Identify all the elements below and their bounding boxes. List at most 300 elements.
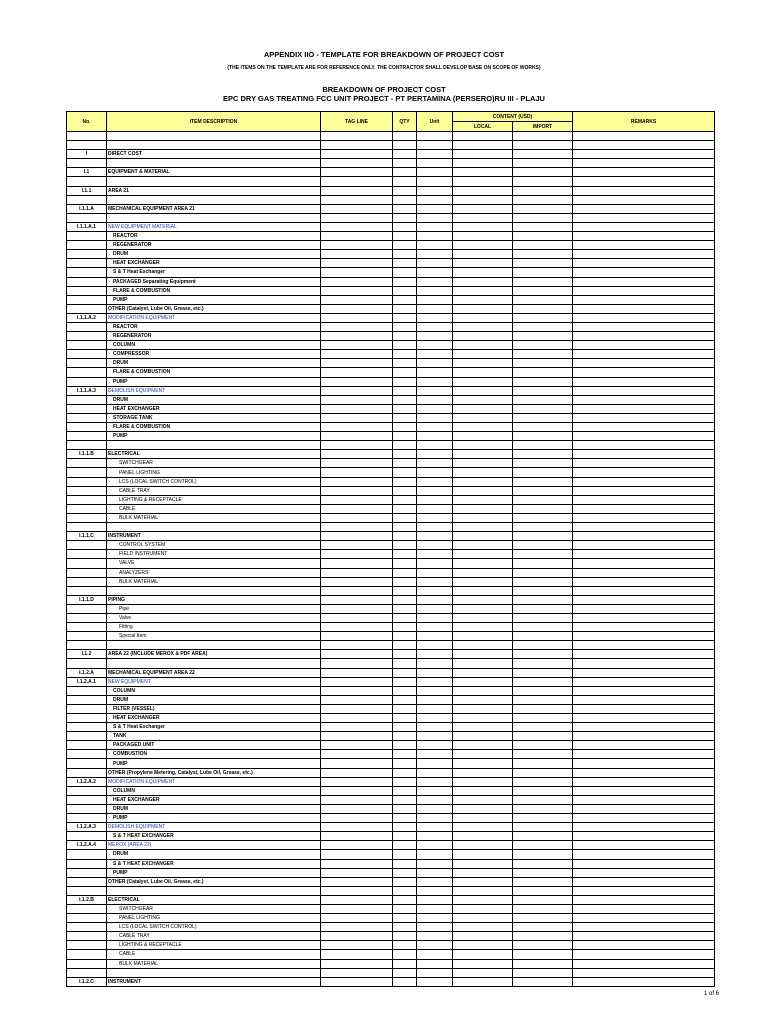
local-cell [453,968,513,977]
item-number-cell [67,795,107,804]
qty-cell [393,395,417,404]
item-number-cell [67,814,107,823]
remarks-cell [573,632,715,641]
item-number-cell [67,286,107,295]
table-row [67,213,715,222]
local-cell [453,759,513,768]
tag-line-cell [321,332,393,341]
item-description-cell: FIELD INSTRUMENT [107,550,321,559]
unit-cell [417,704,453,713]
item-description-cell: LIGHTING & RECEPTACLE [107,495,321,504]
qty-cell [393,459,417,468]
local-cell [453,141,513,150]
local-cell [453,504,513,513]
item-number-cell: I.1 [67,168,107,177]
table-row [67,795,715,804]
table-row [67,786,715,795]
remarks-cell [573,814,715,823]
table-row [67,159,715,168]
item-description-cell [107,523,321,532]
local-cell [453,695,513,704]
qty-cell [393,441,417,450]
table-header-row [67,112,715,122]
remarks-cell [573,641,715,650]
remarks-cell [573,268,715,277]
qty-cell [393,759,417,768]
remarks-cell [573,386,715,395]
tag-line-cell [321,423,393,432]
qty-cell [393,623,417,632]
unit-cell [417,432,453,441]
qty-cell [393,213,417,222]
item-description-cell: INSTRUMENT [107,977,321,986]
import-cell [513,823,573,832]
tag-line-cell [321,859,393,868]
remarks-cell [573,850,715,859]
local-cell [453,923,513,932]
item-description-cell: PUMP [107,868,321,877]
item-number-cell: I.1.2.A.3 [67,823,107,832]
unit-cell [417,450,453,459]
item-number-cell [67,923,107,932]
import-cell [513,659,573,668]
unit-cell [417,441,453,450]
tag-line-cell [321,259,393,268]
qty-cell [393,641,417,650]
local-cell [453,704,513,713]
table-row [67,723,715,732]
tag-line-cell [321,404,393,413]
item-number-cell [67,477,107,486]
item-number-cell [67,686,107,695]
qty-cell [393,186,417,195]
item-description-cell: CABLE TRAY [107,932,321,941]
remarks-cell [573,304,715,313]
import-cell [513,595,573,604]
item-number-cell [67,250,107,259]
item-description-cell [107,132,321,141]
item-number-cell [67,468,107,477]
remarks-cell [573,741,715,750]
unit-cell [417,914,453,923]
table-row [67,168,715,177]
local-cell [453,213,513,222]
item-description-cell: AREA 22 (INCLUDE MEROX & PDF AREA) [107,650,321,659]
local-cell [453,250,513,259]
remarks-cell [573,932,715,941]
item-description-cell: DIRECT COST [107,150,321,159]
table-row [67,659,715,668]
table-row [67,386,715,395]
tag-line-cell [321,159,393,168]
qty-cell [393,159,417,168]
table-row [67,650,715,659]
table-row [67,777,715,786]
table-row [67,750,715,759]
remarks-cell [573,286,715,295]
unit-cell [417,677,453,686]
qty-cell [393,568,417,577]
table-row [67,486,715,495]
table-row [67,923,715,932]
item-description-cell: HEAT EXCHANGER [107,404,321,413]
local-cell [453,941,513,950]
item-number-cell [67,350,107,359]
qty-cell [393,577,417,586]
import-cell [513,895,573,904]
table-row [67,668,715,677]
tag-line-cell [321,459,393,468]
item-number-cell: I.1.2.A [67,668,107,677]
local-cell [453,595,513,604]
local-cell [453,450,513,459]
tag-line-cell [321,504,393,513]
qty-cell [393,404,417,413]
remarks-cell [573,804,715,813]
tag-line-cell [321,759,393,768]
import-cell [513,604,573,613]
tag-line-cell [321,886,393,895]
unit-cell [417,686,453,695]
import-cell [513,322,573,331]
table-row [67,850,715,859]
tag-line-cell [321,568,393,577]
item-number-cell [67,177,107,186]
local-cell [453,550,513,559]
local-cell [453,741,513,750]
item-number-cell: I.1.1.A.1 [67,222,107,231]
remarks-cell [573,877,715,886]
remarks-cell [573,677,715,686]
unit-cell [417,841,453,850]
item-description-cell: FLARE & COMBUSTION [107,423,321,432]
unit-cell [417,777,453,786]
local-cell [453,604,513,613]
template-note: (THE ITEMS ON THE TEMPLATE ARE FOR REFERENCE ONLY. THE CONTRACTOR SHALL DEVELOP BASE ON SCOPE OF WORKS) [227,65,541,71]
tag-line-cell [321,768,393,777]
tag-line-cell [321,741,393,750]
unit-cell [417,195,453,204]
remarks-cell [573,232,715,241]
tag-line-cell [321,841,393,850]
table-row [67,232,715,241]
local-cell [453,632,513,641]
item-description-cell: HEAT EXCHANGER [107,714,321,723]
item-number-cell [67,277,107,286]
item-description-cell: FLARE & COMBUSTION [107,286,321,295]
qty-cell [393,132,417,141]
local-cell [453,577,513,586]
qty-cell [393,477,417,486]
remarks-cell [573,313,715,322]
item-description-cell: DEMOLISH EQUIPMENT [107,823,321,832]
local-cell [453,313,513,322]
table-row [67,768,715,777]
qty-cell [393,195,417,204]
qty-cell [393,895,417,904]
item-description-cell: BULK MATERIAL [107,577,321,586]
qty-cell [393,259,417,268]
table-row [67,732,715,741]
item-description-cell: STORAGE TANK [107,413,321,422]
item-description-cell: COLUMN [107,686,321,695]
local-cell [453,895,513,904]
remarks-cell [573,968,715,977]
qty-cell [393,413,417,422]
item-number-cell: I.1.1.A [67,204,107,213]
table-row [67,286,715,295]
remarks-cell [573,941,715,950]
item-description-cell: AREA 21 [107,186,321,195]
remarks-cell [573,550,715,559]
local-cell [453,814,513,823]
remarks-cell [573,168,715,177]
remarks-cell [573,914,715,923]
tag-line-cell [321,550,393,559]
qty-cell [393,704,417,713]
local-cell [453,268,513,277]
remarks-cell [573,413,715,422]
tag-line-cell [321,959,393,968]
remarks-cell [573,923,715,932]
local-cell [453,568,513,577]
remarks-cell [573,186,715,195]
item-description-cell: NEW EQUIPMENT MATERIAL [107,222,321,231]
local-cell [453,468,513,477]
unit-cell [417,668,453,677]
item-description-cell: PUMP [107,432,321,441]
unit-cell [417,368,453,377]
qty-cell [393,277,417,286]
tag-line-cell [321,413,393,422]
table-row [67,222,715,231]
item-description-cell: LIGHTING & RECEPTACLE [107,941,321,950]
tag-line-cell [321,668,393,677]
item-description-cell: CABLE [107,504,321,513]
item-number-cell [67,804,107,813]
item-description-cell: CABLE [107,950,321,959]
remarks-cell [573,222,715,231]
qty-cell [393,877,417,886]
local-cell [453,750,513,759]
local-cell [453,977,513,986]
item-description-cell: OTHER (Catalyst, Lube Oil, Grease, etc.) [107,877,321,886]
table-row [67,277,715,286]
import-cell [513,423,573,432]
remarks-cell [573,395,715,404]
item-number-cell: I.1.2.B [67,895,107,904]
unit-cell [417,568,453,577]
unit-cell [417,332,453,341]
local-cell [453,259,513,268]
item-number-cell [67,213,107,222]
import-cell [513,459,573,468]
item-number-cell [67,741,107,750]
local-cell [453,495,513,504]
qty-cell [393,914,417,923]
unit-cell [417,177,453,186]
item-description-cell: PACKAGED UNIT [107,741,321,750]
item-number-cell [67,932,107,941]
unit-cell [417,350,453,359]
table-row [67,395,715,404]
item-number-cell [67,868,107,877]
remarks-cell [573,668,715,677]
unit-cell [417,477,453,486]
local-cell [453,222,513,231]
item-description-cell: PUMP [107,295,321,304]
import-cell [513,477,573,486]
tag-line-cell [321,814,393,823]
tag-line-cell [321,250,393,259]
import-cell [513,523,573,532]
tag-line-cell [321,577,393,586]
item-description-cell: MODIFICATION EQUIPMENT [107,313,321,322]
item-description-cell: Fitting [107,623,321,632]
table-row [67,741,715,750]
table-row [67,532,715,541]
header-remarks: REMARKS [573,112,715,132]
tag-line-cell [321,832,393,841]
import-cell [513,814,573,823]
tag-line-cell [321,341,393,350]
appendix-title: APPENDIX IIO - TEMPLATE FOR BREAKDOWN OF PROJECT COST [263,50,505,59]
local-cell [453,959,513,968]
item-description-cell: OTHER (Catalyst, Lube Oil, Grease, etc.) [107,304,321,313]
unit-cell [417,732,453,741]
unit-cell [417,886,453,895]
tag-line-cell [321,141,393,150]
item-description-cell: PACKAGED Separating Equipment [107,277,321,286]
unit-cell [417,286,453,295]
remarks-cell [573,404,715,413]
unit-cell [417,359,453,368]
local-cell [453,322,513,331]
item-description-cell: S & T HEAT EXCHANGER [107,859,321,868]
tag-line-cell [321,650,393,659]
import-cell [513,632,573,641]
tag-line-cell [321,932,393,941]
import-cell [513,886,573,895]
remarks-cell [573,895,715,904]
tag-line-cell [321,613,393,622]
unit-cell [417,386,453,395]
unit-cell [417,141,453,150]
unit-cell [417,832,453,841]
unit-cell [417,559,453,568]
import-cell [513,513,573,522]
item-number-cell [67,232,107,241]
header-qty: QTY [393,112,417,132]
local-cell [453,714,513,723]
qty-cell [393,450,417,459]
tag-line-cell [321,950,393,959]
import-cell [513,832,573,841]
import-cell [513,359,573,368]
unit-cell [417,204,453,213]
qty-cell [393,313,417,322]
item-number-cell [67,550,107,559]
remarks-cell [573,450,715,459]
tag-line-cell [321,659,393,668]
local-cell [453,950,513,959]
table-row [67,859,715,868]
tag-line-cell [321,732,393,741]
local-cell [453,304,513,313]
import-cell [513,186,573,195]
qty-cell [393,232,417,241]
table-row [67,832,715,841]
table-row [67,322,715,331]
remarks-cell [573,904,715,913]
import-cell [513,977,573,986]
table-row [67,823,715,832]
local-cell [453,204,513,213]
table-row [67,941,715,950]
unit-cell [417,413,453,422]
local-cell [453,177,513,186]
item-description-cell: OTHER (Propylene Metering, Catalyst, Lube Oil, Grease, etc.) [107,768,321,777]
import-cell [513,259,573,268]
item-description-cell: S & T Heat Exchanger [107,723,321,732]
local-cell [453,886,513,895]
import-cell [513,677,573,686]
import-cell [513,704,573,713]
qty-cell [393,686,417,695]
table-row [67,586,715,595]
import-cell [513,541,573,550]
remarks-cell [573,441,715,450]
import-cell [513,650,573,659]
unit-cell [417,468,453,477]
unit-cell [417,523,453,532]
local-cell [453,432,513,441]
item-number-cell [67,723,107,732]
tag-line-cell [321,786,393,795]
unit-cell [417,241,453,250]
qty-cell [393,959,417,968]
import-cell [513,868,573,877]
unit-cell [417,586,453,595]
item-description-cell: DRUM [107,359,321,368]
item-number-cell [67,904,107,913]
remarks-cell [573,659,715,668]
project-title: EPC DRY GAS TREATING FCC UNIT PROJECT - PT PERTAMINA (PERSERO)RU III - PLAJU [223,94,545,103]
import-cell [513,132,573,141]
table-row [67,541,715,550]
tag-line-cell [321,604,393,613]
tag-line-cell [321,904,393,913]
local-cell [453,850,513,859]
local-cell [453,332,513,341]
unit-cell [417,650,453,659]
local-cell [453,841,513,850]
tag-line-cell [321,523,393,532]
remarks-cell [573,204,715,213]
item-description-cell: REGENERATOR [107,241,321,250]
item-description-cell: LCS (LOCAL SWITCH CONTROL) [107,477,321,486]
unit-cell [417,395,453,404]
local-cell [453,513,513,522]
table-row [67,441,715,450]
tag-line-cell [321,295,393,304]
item-number-cell [67,377,107,386]
qty-cell [393,286,417,295]
local-cell [453,777,513,786]
qty-cell [393,941,417,950]
qty-cell [393,850,417,859]
unit-cell [417,932,453,941]
